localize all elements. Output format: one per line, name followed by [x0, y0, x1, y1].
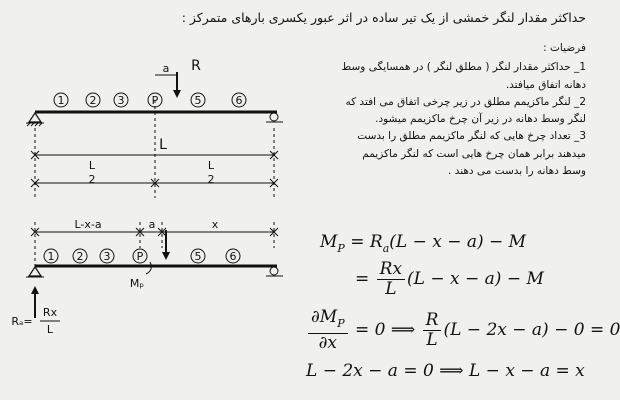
equation-4: L − 2x − a = 0 ⟹ L − x − a = x: [306, 361, 585, 381]
bottom-wheel-label: P: [136, 250, 144, 263]
span-label: L: [159, 137, 167, 153]
assumption-line: 1_ حداکثر مقدار لنگر ( مطلق لنگر ) در همسایگی وسط: [341, 61, 586, 74]
bottom-wheel-label: 2: [76, 250, 84, 263]
half-span-num: L: [207, 159, 215, 172]
bottom-wheel-label: 6: [229, 250, 237, 263]
top-wheel-label: P: [151, 94, 159, 107]
top-left-support-icon: [26, 113, 44, 126]
bottom-wheel-label: 1: [47, 250, 55, 263]
reaction-label: Rₐ=: [11, 315, 33, 328]
dim-right-label: x: [211, 218, 219, 231]
top-wheel-label: 2: [89, 94, 97, 107]
top-wheel-label: 3: [117, 94, 125, 107]
half-span-den: 2: [88, 173, 96, 186]
assumption-line: وسط دهانه را بدست می دهند .: [448, 165, 586, 178]
resultant-label: R: [191, 58, 201, 74]
assumption-line: 2_ لنگر ماکزیمم مطلق در زیر چرخی اتفاق می افتد که: [345, 95, 586, 108]
slide-title: حداکثر مقدار لنگر خمشی از یک تیر ساده در اثر عبور یکسری بارهای متمرکز :: [181, 10, 586, 25]
bottom-left-support-icon: [26, 267, 44, 277]
top-wheel-label: 1: [57, 94, 65, 107]
top-wheel-label: 6: [235, 94, 243, 107]
dim-left-label: L-x-a: [74, 218, 102, 231]
moment-label: Mₚ: [129, 277, 145, 290]
equation-3: $\frac{\partial M_P}{\partial x}$ = 0 ⟹ $\frac{R}{L}$ (L − 2x − a) − 0 = 0: [306, 308, 620, 353]
reaction-den: L: [46, 323, 54, 336]
equation-2: = $\frac{Rx}{L}$ (L − x − a) − M: [355, 259, 544, 299]
half-span-num: L: [88, 159, 96, 172]
top-right-roller-icon: [266, 113, 283, 122]
offset-label: a: [162, 62, 170, 75]
assumption-line: لنگر وسط دهانه در زیر آن چرخ ماکزیمم میشود.: [375, 113, 586, 126]
moment-curl-icon: [146, 262, 151, 274]
top-wheel-label: 5: [194, 94, 202, 107]
bottom-right-roller-icon: [266, 267, 283, 276]
half-span-den: 2: [207, 173, 215, 186]
equation-1: $M_P = R_a(L - x - a) - M$: [320, 232, 527, 255]
reaction-num: Rx: [42, 306, 58, 319]
bottom-wheel-label: 5: [194, 250, 202, 263]
bottom-wheel-label: 3: [103, 250, 111, 263]
top-wheels: [54, 93, 246, 107]
dim-mid-label: a: [148, 218, 156, 231]
assumption-line: 3_ تعداد چرخ هایی که لنگر ماکزیمم مطلق را بدست: [357, 130, 586, 143]
assumption-line: دهانه اتفاق میافتد.: [505, 78, 586, 91]
assumption-line: میدهند برابر همان چرخ هایی است که لنگر ماکزیمم: [362, 147, 586, 160]
assumptions-header: فرضیات :: [543, 42, 586, 54]
